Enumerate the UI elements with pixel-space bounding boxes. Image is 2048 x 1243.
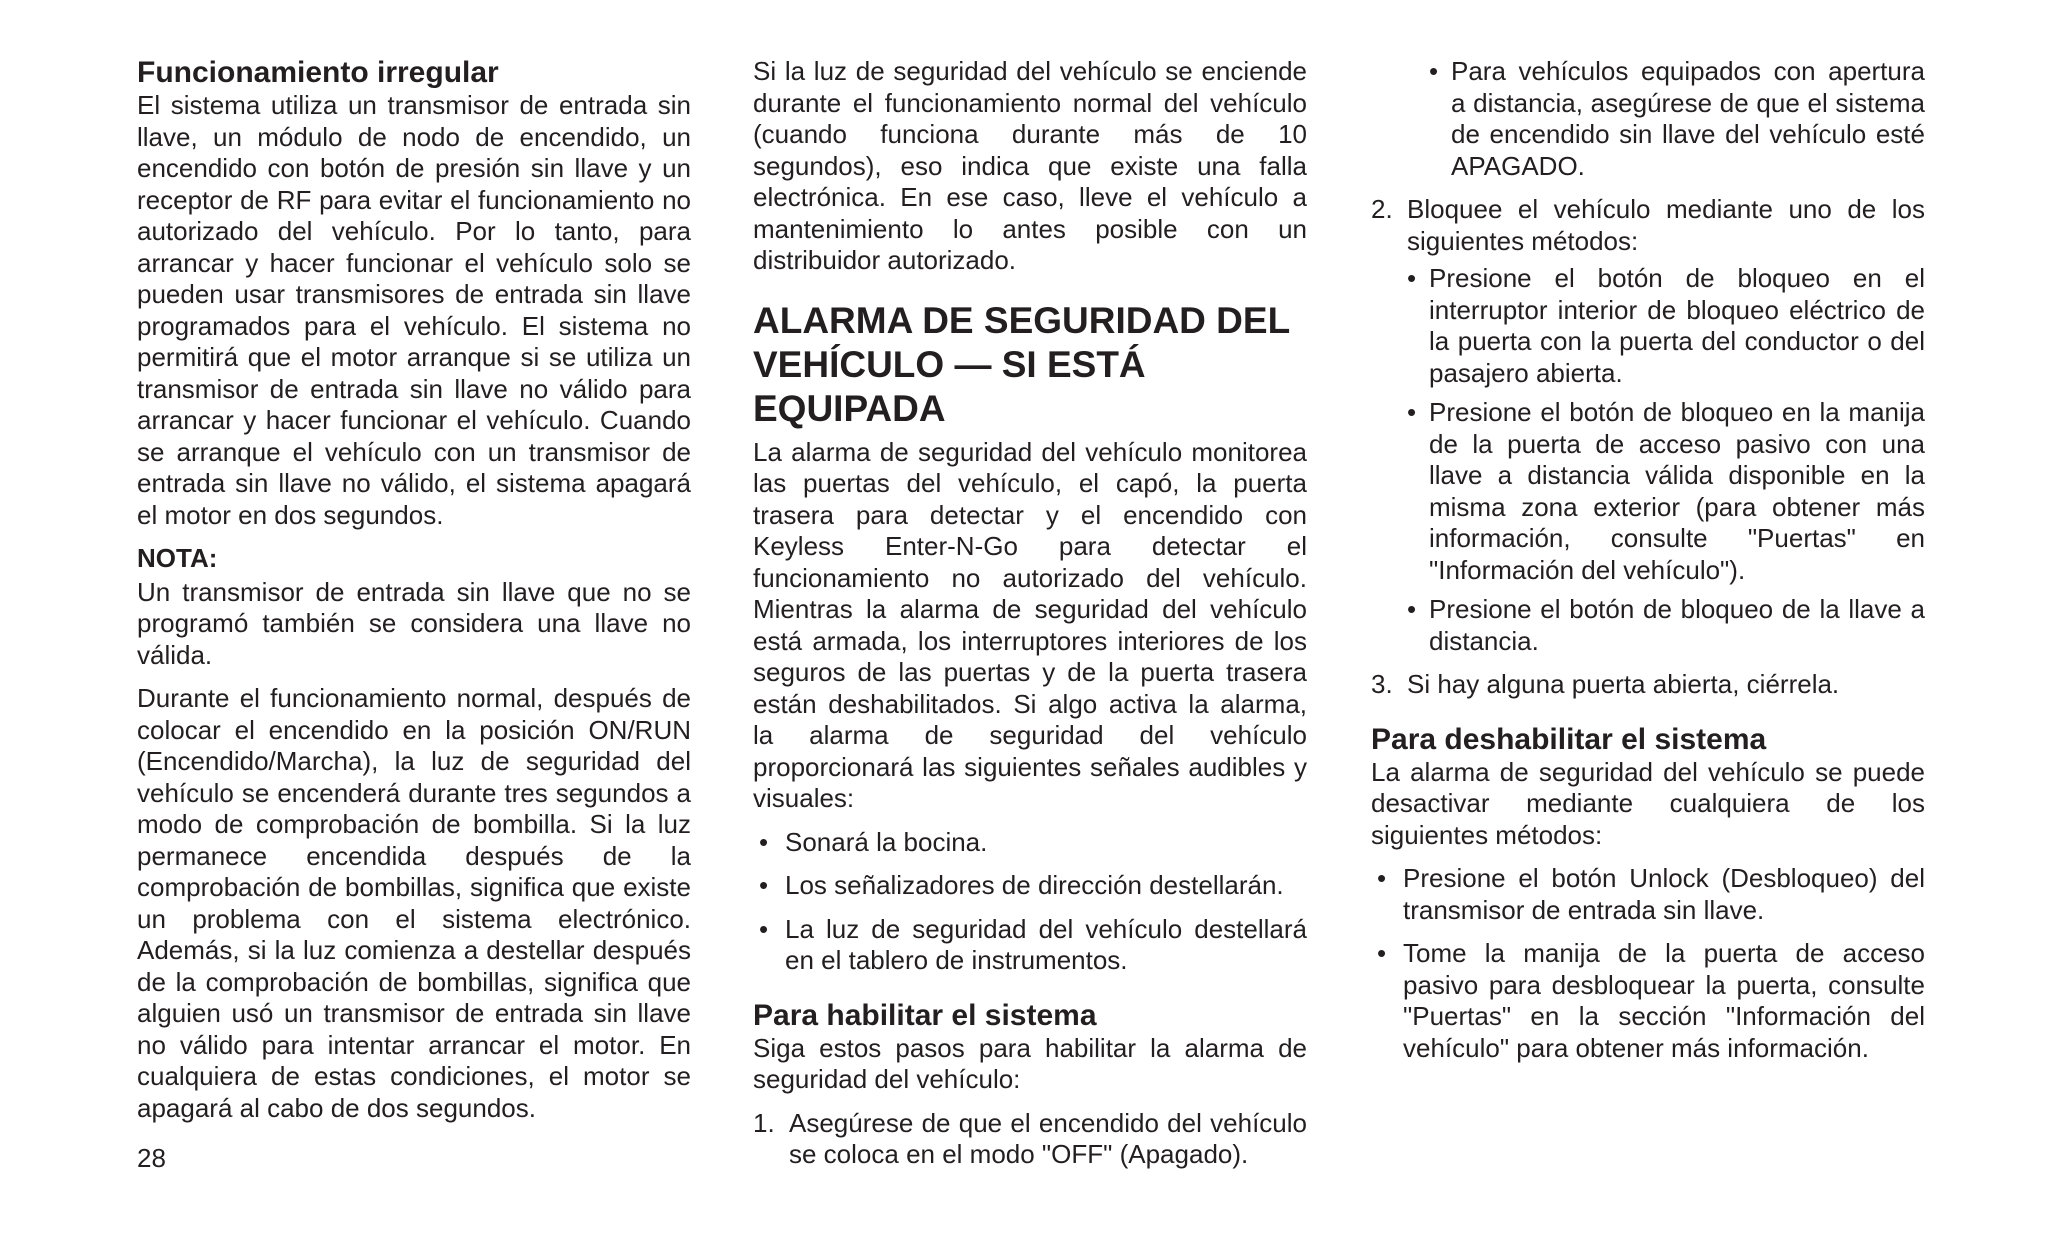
disable-methods-list: [1371, 863, 1925, 1064]
subheading-enable-system: Para habilitar el sistema: [753, 998, 1097, 1032]
bullet-icon: •: [759, 913, 769, 944]
bullet-icon: •: [1377, 863, 1387, 893]
column-right: [1371, 56, 1925, 1076]
list-item: • Presione el botón Unlock (Desbloqueo) del transmisor de entrada sin llave.: [1377, 863, 1925, 925]
section-heading-vehicle-security-alarm: ALARMA DE SEGURIDAD DEL VEHÍCULO — SI ESTÁ EQUIPADA: [753, 299, 1290, 429]
step1-continued-list: [1371, 56, 1925, 182]
list-item: • Presione el botón de bloqueo en el interruptor interior de bloqueo eléctrico de la puerta con la puerta del conductor o del pasajero abierta.: [1407, 263, 1925, 388]
subheading-disable-system: Para deshabilitar el sistema: [1371, 722, 1767, 756]
list-item: • Para vehículos equipados con apertura a distancia, asegúrese de que el sistema de encendido sin llave del vehículo esté APAGADO.: [1429, 56, 1925, 181]
bullet-icon: •: [1377, 938, 1387, 968]
page-number: 28: [137, 1143, 166, 1173]
bullet-icon: •: [759, 870, 769, 900]
list-item: • Presione el botón de bloqueo en la manija de la puerta de acceso pasivo con una llave a distancia válida disponible en la misma zona exterior (para obtener más información, consulte "Puertas" en "Información del vehículo").: [1407, 397, 1925, 585]
enable-steps-list-continued: [1371, 194, 1925, 701]
section-heading-irregular-operation: Funcionamiento irregular: [137, 56, 499, 89]
column-left: [137, 56, 691, 1136]
note-text: Un transmisor de entrada sin llave que no se programó también se considera una llave no válida.: [137, 576, 691, 670]
alarm-signals-list: [753, 827, 1307, 977]
step-item: 1. Asegúrese de que el encendido del vehículo se coloca en el modo "OFF" (Apagado).: [753, 1107, 1307, 1169]
lock-methods-list: [1407, 263, 1925, 657]
paragraph-enable-steps-intro: Siga estos pasos para habilitar la alarma de seguridad del vehículo:: [753, 1032, 1307, 1094]
step-item: 2. Bloquee el vehículo mediante uno de los siguientes métodos: • Presione el botón de bloqueo en el interruptor interior de bloqueo eléctrico de la puerta con la puerta del conductor o del pasajero abierta. • Presione el botón de bloqueo en la manija de la puerta de acceso pasivo con una llave a distancia válida disponible en la misma zona exterior (para obtener más información, consulte "Puertas" en "Información del vehículo"). • Presione el botón de bloqueo de la llave a distancia.: [1371, 194, 1925, 656]
list-item: • Presione el botón de bloqueo de la llave a distancia.: [1407, 594, 1925, 656]
enable-steps-list: [753, 1108, 1307, 1171]
note-label: NOTA:: [137, 543, 218, 573]
list-item: • Los señalizadores de dirección destellarán.: [759, 870, 1284, 900]
bullet-icon: •: [759, 826, 769, 857]
list-item: • Tome la manija de la puerta de acceso pasivo para desbloquear la puerta, consulte "Puertas" en la sección "Información del vehículo" para obtener más información.: [1377, 938, 1925, 1063]
bullet-icon: •: [1407, 594, 1417, 624]
paragraph-security-light: Si la luz de seguridad del vehículo se enciende durante el funcionamiento normal del vehículo (cuando funciona durante más de 10 segundos), eso indica que existe una falla electrónica. En ese caso, lleve el vehículo a mantenimiento lo antes posible con un distribuidor autorizado.: [753, 56, 1307, 275]
bullet-icon: •: [1407, 263, 1417, 293]
list-item: • Sonará la bocina.: [759, 826, 988, 857]
paragraph-bulb-check: Durante el funcionamiento normal, después de colocar el encendido en la posición ON/RUN (Encendido/Marcha), la luz de seguridad del vehículo se encenderá durante tres segundos a modo de comprobación de bombilla. Si la luz permanece encendida después de la comprobación de bombillas, significa que existe un problema con el sistema electrónico. Además, si la luz comienza a destellar después de la comprobación de bombillas, significa que alguien usó un transmisor de entrada sin llave no válido para intentar arrancar el motor. En cualquiera de estas condiciones, el motor se apagará al cabo de dos segundos.: [137, 683, 691, 1123]
step-item: 3. Si hay alguna puerta abierta, ciérrela.: [1371, 669, 1840, 699]
paragraph-alarm-description: La alarma de seguridad del vehículo monitorea las puertas del vehículo, el capó, la puerta trasera para detectar y el encendido con Keyless Enter-N-Go para detectar el funcionamiento no autorizado del vehículo. Mientras la alarma de seguridad del vehículo está armada, los interruptores interiores de los seguros de las puertas y de la puerta trasera están deshabilitados. Si algo activa la alarma, la alarma de seguridad del vehículo proporcionará las siguientes señales audibles y visuales:: [753, 436, 1307, 813]
paragraph-system-overview: El sistema utiliza un transmisor de entrada sin llave, un módulo de nodo de encendido, un encendido con botón de presión sin llave y un receptor de RF para evitar el funcionamiento no autorizado del vehículo. Por lo tanto, para arrancar y hacer funcionar el vehículo solo se pueden usar transmisores de entrada sin llave programados para el vehículo. El sistema no permitirá que el motor arranque si se utiliza un transmisor de entrada sin llave no válido para arrancar y hacer funcionar el vehículo. Cuando se arranque el vehículo con un transmisor de entrada sin llave no válido, el sistema apagará el motor en dos segundos.: [137, 90, 691, 530]
paragraph-disable-intro: La alarma de seguridad del vehículo se puede desactivar mediante cualquiera de los siguientes métodos:: [1371, 756, 1925, 850]
bullet-icon: •: [1407, 397, 1417, 427]
column-middle: [753, 56, 1307, 1183]
list-item: • La luz de seguridad del vehículo destellará en el tablero de instrumentos.: [759, 913, 1307, 975]
bullet-icon: •: [1429, 56, 1439, 86]
